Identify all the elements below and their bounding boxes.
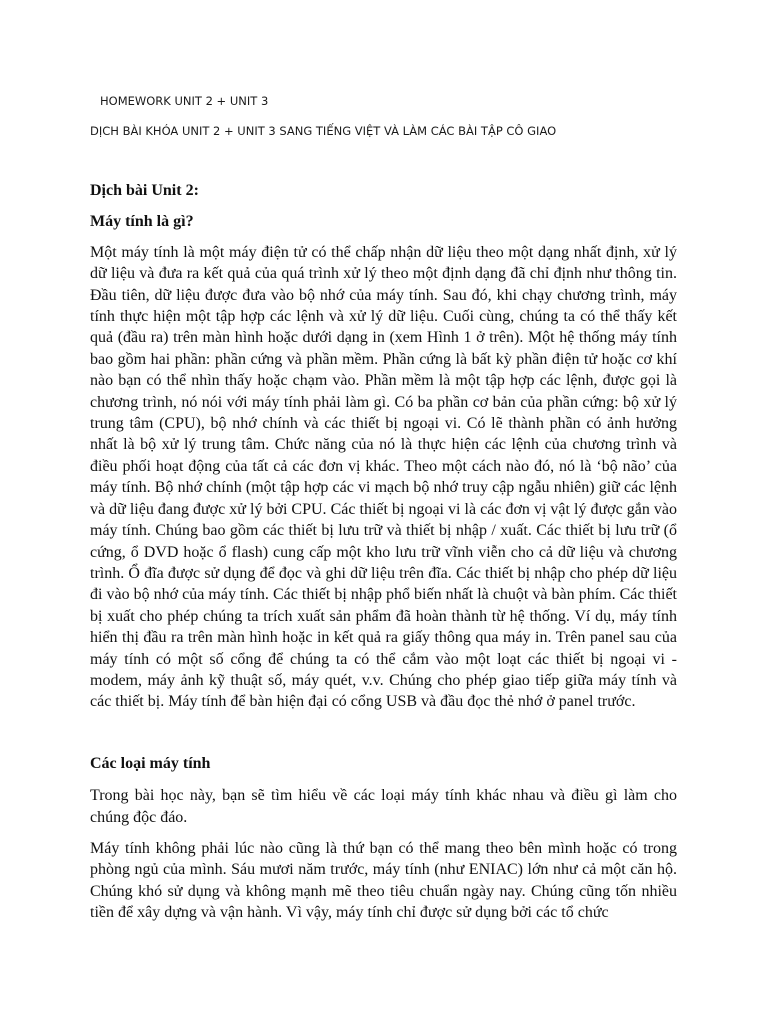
- paragraph-computer-definition: Một máy tính là một máy điện tử có thể chấp nhận dữ liệu theo một dạng nhất định, xử lý dữ liệu và đưa ra kết quả của quá trình xử lý theo một định dạng đã chỉ định như thông tin. Đầu tiên, dữ liệu được đưa vào bộ nhớ của máy tính. Sau đó, khi chạy chương trình, máy tính thực hiện một tập hợp các lệnh và xử lý dữ liệu. Cuối cùng, chúng ta có thể thấy kết quả (đầu ra) trên màn hình hoặc dưới dạng in (xem Hình 1 ở trên). Một hệ thống máy tính bao gồm hai phần: phần cứng và phần mềm. Phần cứng là bất kỳ phần điện tử hoặc cơ khí nào bạn có thể nhìn thấy hoặc chạm vào. Phần mềm là một tập hợp các lệnh, được gọi là chương trình, nó nói với máy tính phải làm gì. Có ba phần cơ bản của phần cứng: bộ xử lý trung tâm (CPU), bộ nhớ chính và các thiết bị ngoại vi. Có lẽ thành phần có ảnh hưởng nhất là bộ xử lý trung tâm. Chức năng của nó là thực hiện các lệnh của chương trình và điều phối hoạt động của tất cả các đơn vị khác. Theo một cách nào đó, nó là ‘bộ não’ của máy tính. Bộ nhớ chính (một tập hợp các vi mạch bộ nhớ truy cập ngẫu nhiên) giữ các lệnh và dữ liệu đang được xử lý bởi CPU. Các thiết bị ngoại vi là các đơn vị vật lý được gắn vào máy tính. Chúng bao gồm các thiết bị lưu trữ và thiết bị nhập / xuất. Các thiết bị lưu trữ (ổ cứng, ổ DVD hoặc ổ flash) cung cấp một kho lưu trữ vĩnh viễn cho cả dữ liệu và chương trình. Ổ đĩa được sử dụng để đọc và ghi dữ liệu trên đĩa. Các thiết bị nhập cho phép dữ liệu đi vào bộ nhớ của máy tính. Các thiết bị nhập phổ biến nhất là chuột và bàn phím. Các thiết bị xuất cho phép chúng ta trích xuất sản phẩm đã hoàn thành từ hệ thống. Ví dụ, máy tính hiển thị đầu ra trên màn hình hoặc in kết quả ra giấy thông qua máy in. Trên panel sau của máy tính có một số cổng để chúng ta có thể cắm vào một loạt các thiết bị ngoại vi - modem, máy ảnh kỹ thuật số, máy quét, v.v. Chúng cho phép giao tiếp giữa máy tính và các thiết bị. Máy tính để bàn hiện đại có cổng USB và đầu đọc thẻ nhớ ở panel trước.: [90, 243, 677, 711]
- document-body: [90, 180, 677, 924]
- heading-unit2-translation: Dịch bài Unit 2:: [90, 182, 199, 199]
- paragraph-computer-history: Máy tính không phải lúc nào cũng là thứ bạn có thể mang theo bên mình hoặc có trong phòng ngủ của mình. Sáu mươi năm trước, máy tính (như ENIAC) lớn như cả một căn hộ. Chúng khó sử dụng và không mạnh mẽ theo tiêu chuẩn ngày nay. Chúng cũng tốn nhiều tiền để xây dựng và vận hành. Vì vậy, máy tính chỉ được sử dụng bởi các tổ chức: [90, 839, 677, 922]
- homework-title: HOMEWORK UNIT 2 + UNIT 3: [100, 94, 269, 108]
- heading-what-is-computer: Máy tính là gì?: [90, 213, 194, 231]
- heading-computer-types: Các loại máy tính: [90, 754, 211, 772]
- paragraph-lesson-intro: Trong bài học này, bạn sẽ tìm hiểu về các loại máy tính khác nhau và điều gì làm cho chúng độc đáo.: [90, 787, 677, 826]
- assignment-instruction: DỊCH BÀI KHÓA UNIT 2 + UNIT 3 SANG TIẾNG VIỆT VÀ LÀM CÁC BÀI TẬP CÔ GIAO: [90, 124, 557, 138]
